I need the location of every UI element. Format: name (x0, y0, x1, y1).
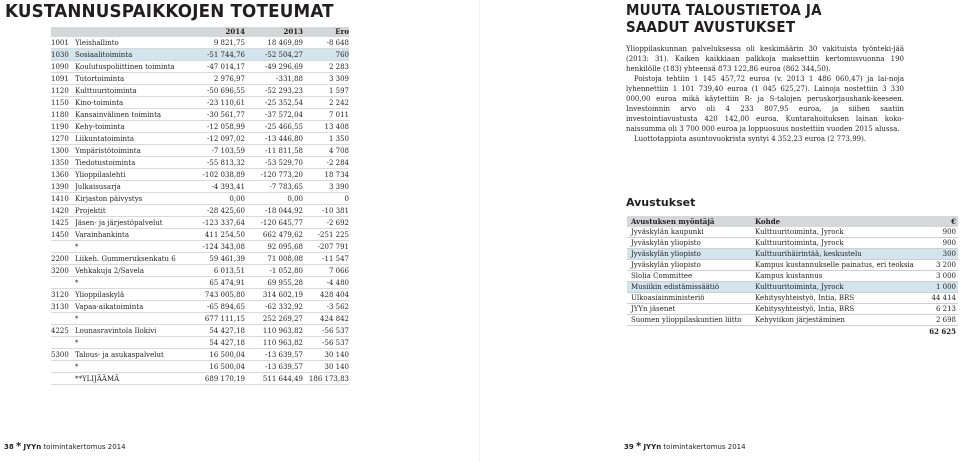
row-code: 1150 (51, 99, 69, 107)
row-diff: -251 225 (317, 231, 349, 239)
row-name: Ympäristötoiminta (75, 147, 141, 155)
row-diff: -10 381 (322, 207, 349, 215)
right-page-title (626, 2, 822, 36)
paragraph-loans: Poistoja tehtiin 1 145 457,72 euroa (v. 2013 1 486 060,47) ja lai-noja lyhennettiin 1 101 739,40 euroa (1 045 625,27). Lainoja nostettiin 3 330 000,00 euroa mikä käytettiin R- ja S-talojen peruskorjaushank-keeseen. Investoinnin arvo oli 4 233 807,95 euroa, ja siihen saatiin investointiavustusta 420 142,00 euroa. Kuntarahoituksen lainan koko-naissumma oli 3 700 000 euroa ja loppuosuus nostettiin vuoden 2015 alussa. (626, 75, 904, 133)
row-2013: -25 352,54 (265, 99, 303, 107)
grants-total-row (627, 326, 958, 337)
row-name: Kino-toiminta (75, 99, 124, 107)
row-2013: 71 008,08 (267, 255, 303, 263)
row-code (51, 337, 75, 348)
table-row (51, 373, 349, 385)
table-row (51, 217, 349, 229)
right-footer (624, 441, 746, 453)
row-name: Yleishallinto (75, 39, 119, 47)
cost-centre-table (51, 27, 349, 385)
row-diff: -11 547 (322, 255, 349, 263)
grant-amount: 2 698 (935, 316, 956, 324)
row-2013: -11 811,58 (265, 147, 303, 155)
row-2014: -30 561,77 (207, 111, 245, 119)
row-diff: 4 708 (328, 147, 349, 155)
grants-header (627, 216, 958, 227)
row-code: 1091 (51, 75, 69, 83)
row-2014: 54 427,18 (209, 339, 245, 347)
grant-amount: 900 (942, 239, 956, 247)
table-row (51, 37, 349, 49)
grant-target: Kulttuuritoiminta, Jyrock (755, 228, 844, 236)
row-diff: -2 692 (326, 219, 349, 227)
row-2013: -52 293,23 (265, 87, 303, 95)
row-2013: 110 963,82 (262, 339, 303, 347)
grant-row (627, 282, 958, 293)
row-2013: 69 955,28 (267, 279, 303, 287)
title-line-2: SAADUT AVUSTUKSET (626, 18, 796, 36)
row-2014: -65 894,65 (207, 303, 245, 311)
row-2014: 689 170,19 (204, 375, 245, 383)
left-footer (4, 441, 126, 453)
row-2013: -331,88 (276, 75, 303, 83)
title-line-1: MUUTA TALOUSTIETOA JA (626, 1, 822, 19)
row-name: Kulttuuritoiminta (75, 87, 137, 95)
row-name: Julkaisusarja (75, 183, 121, 191)
table-row (51, 205, 349, 217)
row-name: Lounasravintola Ilokivi (75, 327, 157, 335)
row-name: Talous- ja asukaspalvelut (75, 351, 164, 359)
row-2013: -53 529,70 (265, 159, 303, 167)
row-diff: 3 390 (328, 183, 349, 191)
grant-giver: Musiikin edistämissäätiö (631, 283, 720, 291)
row-diff: 0 (344, 195, 349, 203)
row-code: 3200 (51, 267, 69, 275)
row-diff: -56 537 (322, 339, 349, 347)
table-row (51, 241, 349, 253)
row-2014: 411 254,50 (204, 231, 245, 239)
row-name: * (75, 315, 79, 323)
row-name: * (75, 279, 79, 287)
table-row (51, 349, 349, 361)
row-code: 1390 (51, 183, 69, 191)
row-diff: -3 562 (326, 303, 349, 311)
grant-target: Kulttuuritoiminta, Jyrock (755, 283, 844, 291)
row-2013: -37 572,04 (265, 111, 303, 119)
grants-total: 62 625 (929, 327, 956, 336)
row-diff: -207 791 (317, 243, 349, 251)
table-row (51, 337, 349, 349)
table-row (51, 85, 349, 97)
page-number: 39 (624, 443, 634, 451)
row-2013: 18 469,89 (267, 39, 303, 47)
row-2014: -123 337,64 (202, 219, 245, 227)
row-name: Ylioppilaskylä (75, 291, 125, 299)
row-code: 1425 (51, 219, 69, 227)
row-code: 1270 (51, 135, 69, 143)
brand-name: JYYn (643, 443, 662, 451)
row-2014: -51 744,76 (207, 51, 245, 59)
row-2013: -49 296,69 (265, 63, 303, 71)
row-code: 1180 (51, 111, 69, 119)
left-page-title: KUSTANNUSPAIKKOJEN TOTEUMAT (5, 1, 334, 22)
row-2013: 92 095,68 (267, 243, 303, 251)
row-2014: -12 097,02 (207, 135, 245, 143)
row-2013: -13 639,57 (265, 363, 303, 371)
row-2014: -23 110,61 (207, 99, 245, 107)
row-diff: 186 173,83 (308, 375, 349, 383)
row-2013: -120 645,77 (260, 219, 303, 227)
row-2014: -47 014,17 (207, 63, 245, 71)
row-code: 1420 (51, 207, 69, 215)
grant-target: Kehitysyhteistyö, Intia, BRS (755, 294, 855, 302)
row-diff: 30 140 (324, 351, 349, 359)
row-code (51, 277, 75, 288)
row-2014: 6 013,51 (213, 267, 245, 275)
col-diff: Ero (335, 27, 349, 36)
grant-target: Kampus kustannus (755, 272, 823, 280)
row-code (51, 361, 75, 372)
paragraph-credit-loss: Luottotappiota asuntovuokrista syntyi 4 352,23 euroa (2 773,99). (634, 135, 867, 143)
grant-amount: 3 000 (935, 272, 956, 280)
row-2014: 16 500,04 (209, 363, 245, 371)
row-diff: -4 480 (326, 279, 349, 287)
row-name: Kansainvälinen toiminta (75, 111, 162, 119)
grant-giver: Ulkoasiainministeriö (631, 294, 705, 302)
col-target: Kohde (755, 217, 781, 226)
row-2014: -12 058,99 (207, 123, 245, 131)
asterisk-mark: * (635, 441, 642, 452)
footer-text: toimintakertomus 2014 (43, 443, 126, 451)
grant-amount: 900 (942, 228, 956, 236)
table-row (51, 193, 349, 205)
row-diff: 2 283 (328, 63, 349, 71)
table-row (51, 97, 349, 109)
row-2013: 314 602,19 (262, 291, 303, 299)
row-code: 1350 (51, 159, 69, 167)
intro-text (626, 44, 904, 144)
table-row (51, 229, 349, 241)
row-diff: 7 066 (328, 267, 349, 275)
grant-giver: JYYn jäsenet (631, 305, 676, 313)
row-2014: 65 474,91 (209, 279, 245, 287)
row-name: Vehkakuja 2/Savela (75, 267, 145, 275)
grant-giver: Slolia Committee (631, 272, 693, 280)
row-code: 1300 (51, 147, 69, 155)
row-name: * (75, 339, 79, 347)
table-row (51, 109, 349, 121)
table-row (51, 277, 349, 289)
grant-giver: Jyväskylän yliopisto (631, 250, 701, 258)
row-2013: -13 639,57 (265, 351, 303, 359)
row-code: 2200 (51, 255, 69, 263)
row-diff: 1 597 (328, 87, 349, 95)
row-name: Projektit (75, 207, 106, 215)
row-2013: -18 044,92 (265, 207, 303, 215)
grant-amount: 6 213 (935, 305, 956, 313)
row-code: 3130 (51, 303, 69, 311)
row-2014: 0,00 (229, 195, 245, 203)
row-2014: -4 393,41 (211, 183, 245, 191)
asterisk-mark: * (15, 441, 22, 452)
table-row (51, 169, 349, 181)
row-diff: 428 404 (320, 291, 349, 299)
table-row (51, 181, 349, 193)
row-2013: -13 446,80 (265, 135, 303, 143)
row-2014: -124 343,08 (202, 243, 245, 251)
row-diff: 18 734 (324, 171, 349, 179)
footer-text: toimintakertomus 2014 (663, 443, 746, 451)
grant-amount: 44 414 (931, 294, 956, 302)
row-diff: 30 140 (324, 363, 349, 371)
row-2014: 743 005,80 (204, 291, 245, 299)
col-amount: € (951, 217, 956, 226)
table-header (51, 27, 349, 37)
row-name: Varainhankinta (75, 231, 130, 239)
row-2014: 677 111,15 (204, 315, 245, 323)
grant-giver: Suomen ylioppilaskuntien liitto (631, 316, 742, 324)
grant-amount: 300 (942, 250, 956, 258)
row-name: Vapaa-aikatoiminta (75, 303, 144, 311)
row-2013: 511 644,49 (262, 375, 303, 383)
table-row (51, 265, 349, 277)
row-2014: -102 038,89 (202, 171, 245, 179)
table-row (51, 121, 349, 133)
row-2014: 59 461,39 (209, 255, 245, 263)
grant-target: Kehyviikon järjestäminen (755, 316, 845, 324)
grant-giver: Jyväskylän yliopisto (631, 261, 701, 269)
table-row (51, 157, 349, 169)
grant-target: Kampus kustannukselle painatus, eri teoksia (755, 261, 914, 269)
grant-row (627, 227, 958, 238)
row-code: 1001 (51, 39, 69, 47)
row-code: 3120 (51, 291, 69, 299)
page-number: 38 (4, 443, 14, 451)
grant-row (627, 249, 958, 260)
row-code: 5300 (51, 351, 69, 359)
row-2014: -55 813,32 (207, 159, 245, 167)
table-row (51, 253, 349, 265)
row-diff: 3 309 (328, 75, 349, 83)
row-code: 1030 (51, 51, 69, 59)
table-row (51, 361, 349, 373)
grant-target: Kehitysyhteistyö, Intia, BRS (755, 305, 855, 313)
row-2013: -62 332,92 (265, 303, 303, 311)
row-name: Liikuntatoiminta (75, 135, 135, 143)
grants-table (627, 216, 958, 337)
row-name: Kehy-toiminta (75, 123, 125, 131)
row-diff: 13 408 (324, 123, 349, 131)
col-2013: 2013 (283, 27, 303, 36)
row-name: Ylioppilaslehti (75, 171, 126, 179)
row-diff: -56 537 (322, 327, 349, 335)
row-2014: 16 500,04 (209, 351, 245, 359)
col-2014: 2014 (225, 27, 245, 36)
grant-target: Kulttuuritoiminta, Jyrock (755, 239, 844, 247)
row-diff: 1 350 (328, 135, 349, 143)
table-row (51, 133, 349, 145)
row-name: * (75, 363, 79, 371)
row-code (51, 313, 75, 324)
col-giver: Avustuksen myöntäjä (631, 217, 715, 226)
row-name: Liikeh. Gummeruksenkatu 6 (75, 255, 176, 263)
paragraph-staff: Ylioppilaskunnan palveluksessa oli keskimäärin 30 vakituista työnteki-jää (2013: 31). Kaiken kaikkiaan palkkoja maksettiin kertomusvuonna 190 henkilölle (183) yhteensä 873 122,86 euroa (862 344,50). (626, 45, 904, 73)
table-row (51, 61, 349, 73)
row-diff: -2 284 (326, 159, 349, 167)
grant-giver: Jyväskylän yliopisto (631, 239, 701, 247)
table-body (51, 37, 349, 385)
table-row (51, 301, 349, 313)
row-name: **YLIJÄÄMÄ (75, 375, 120, 383)
row-code: 1120 (51, 87, 69, 95)
grants-heading: Avustukset (626, 196, 696, 209)
row-name: Sosiaalitoiminta (75, 51, 133, 59)
row-diff: -8 648 (326, 39, 349, 47)
grant-row (627, 304, 958, 315)
row-2013: 662 479,62 (262, 231, 303, 239)
row-diff: 424 842 (320, 315, 349, 323)
row-code (51, 241, 75, 252)
grant-row (627, 271, 958, 282)
table-row (51, 325, 349, 337)
row-name: Koulutuspoliittinen toiminta (75, 63, 175, 71)
row-2014: -50 696,55 (207, 87, 245, 95)
row-name: Tutortoiminta (75, 75, 125, 83)
row-code: 1090 (51, 63, 69, 71)
row-2013: -120 773,20 (260, 171, 303, 179)
row-name: Kirjaston päivystys (75, 195, 143, 203)
row-code: 1190 (51, 123, 69, 131)
row-name: Jäsen- ja järjestöpalvelut (75, 219, 163, 227)
row-2013: -7 783,65 (269, 183, 303, 191)
row-2013: 0,00 (287, 195, 303, 203)
grants-body (627, 227, 958, 326)
row-2013: -25 466,55 (265, 123, 303, 131)
row-diff: 2 242 (328, 99, 349, 107)
brand-name: JYYn (23, 443, 42, 451)
row-2014: 2 976,97 (213, 75, 245, 83)
row-code: 1410 (51, 195, 69, 203)
row-2014: 54 427,18 (209, 327, 245, 335)
table-row (51, 313, 349, 325)
grant-row (627, 293, 958, 304)
row-diff: 7 011 (328, 111, 349, 119)
grant-giver: Jyväskylän kaupunki (631, 228, 704, 236)
row-2013: -52 504,27 (265, 51, 303, 59)
grant-row (627, 238, 958, 249)
grant-amount: 3 200 (935, 261, 956, 269)
grant-row (627, 260, 958, 271)
row-2013: -1 052,80 (269, 267, 303, 275)
row-diff: 760 (335, 51, 349, 59)
row-2014: -7 103,59 (211, 147, 245, 155)
table-row (51, 289, 349, 301)
grant-row (627, 315, 958, 326)
grant-amount: 1 000 (935, 283, 956, 291)
row-code: 1450 (51, 231, 69, 239)
row-2013: 110 963,82 (262, 327, 303, 335)
row-name: * (75, 243, 79, 251)
table-row (51, 49, 349, 61)
table-row (51, 145, 349, 157)
row-2014: -28 425,60 (207, 207, 245, 215)
table-row (51, 73, 349, 85)
row-name: Tiedotustoiminta (75, 159, 136, 167)
row-2013: 252 269,27 (262, 315, 303, 323)
row-code: 4225 (51, 327, 69, 335)
row-2014: 9 821,75 (213, 39, 245, 47)
row-code: 1360 (51, 171, 69, 179)
row-code (51, 373, 75, 384)
grant-target: Kulttuurihäirintää, keskustelu (755, 250, 862, 258)
